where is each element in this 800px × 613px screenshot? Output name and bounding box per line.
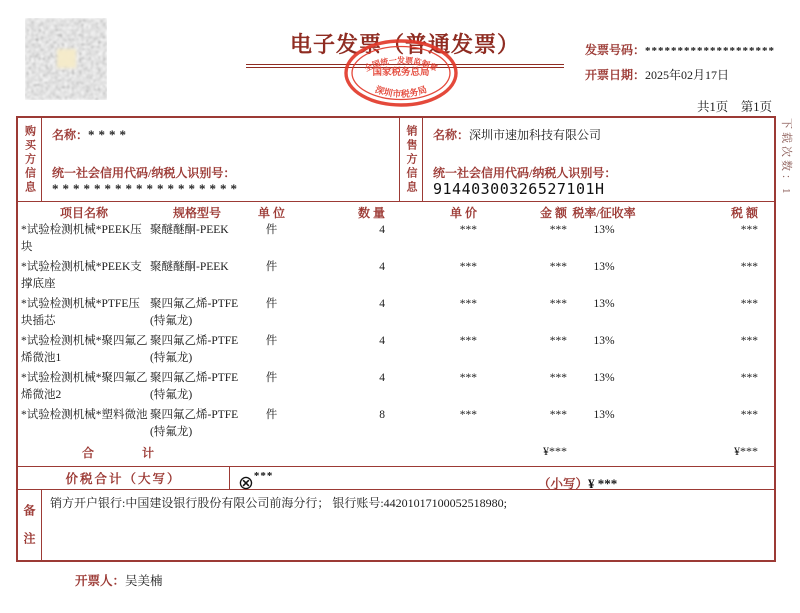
item-tax: *** xyxy=(740,409,758,421)
buyer-info xyxy=(42,118,399,201)
seller-info xyxy=(423,118,774,201)
item-spec: 聚四氟乙烯-PTFE(特氟龙) xyxy=(150,298,239,327)
invoice-number-value: ******************** xyxy=(645,45,776,57)
item-tax: *** xyxy=(740,261,758,273)
stamp-bottom-text: 深圳市税务局 xyxy=(373,84,429,100)
remarks-content: 销方开户银行:中国建设银行股份有限公司前海分行； 银行账号:44201017100052518980; xyxy=(50,496,508,510)
page-count: 共1页 第1页 xyxy=(696,100,772,114)
item-unit: 件 xyxy=(265,335,278,347)
buyer-name-row xyxy=(52,127,391,143)
item-name: *试验检测机械*聚四氟乙烯微池2 xyxy=(21,372,148,401)
seller-section-label: 销售方信息 xyxy=(399,118,423,201)
item-row xyxy=(18,296,774,330)
item-qty: 4 xyxy=(379,224,385,236)
item-rate: 13% xyxy=(593,372,615,384)
item-rate: 13% xyxy=(593,409,615,421)
remarks-label: 备注 xyxy=(18,490,42,560)
item-unit: 件 xyxy=(265,409,278,421)
buyer-taxid-row xyxy=(52,165,391,197)
item-name: *试验检测机械*PTFE压块插芯 xyxy=(21,298,140,327)
issuer-name: 吴美楠 xyxy=(125,574,163,588)
item-spec: 聚醚醚酮-PEEK xyxy=(150,224,229,236)
item-tax: *** xyxy=(740,298,758,310)
item-spec: 聚四氟乙烯-PTFE(特氟龙) xyxy=(150,372,239,401)
grand-total-small xyxy=(538,474,617,492)
item-qty: 4 xyxy=(379,372,385,384)
item-rate: 13% xyxy=(593,298,615,310)
issuer-label: 开票人： xyxy=(75,574,126,588)
item-spec: 聚四氟乙烯-PTFE(特氟龙) xyxy=(150,335,239,364)
total-row xyxy=(18,444,774,461)
item-name: *试验检测机械*聚四氟乙烯微池1 xyxy=(21,335,148,364)
item-row xyxy=(18,259,774,293)
item-rate: 13% xyxy=(593,224,615,236)
item-price: *** xyxy=(459,409,477,421)
item-row xyxy=(18,370,774,404)
item-unit: 件 xyxy=(265,224,278,236)
item-qty: 8 xyxy=(379,409,385,421)
total-amount: ¥*** xyxy=(543,444,567,458)
item-qty: 4 xyxy=(379,261,385,273)
seller-name-value: 深圳市速加科技有限公司 xyxy=(469,128,602,142)
item-price: *** xyxy=(459,298,477,310)
item-price: *** xyxy=(459,335,477,347)
item-unit: 件 xyxy=(265,298,278,310)
item-row xyxy=(18,333,774,367)
total-label: 合 计 xyxy=(82,446,155,460)
invoice-meta xyxy=(585,38,775,87)
buyer-taxid-label: 统一社会信用代码/纳税人识别号： xyxy=(52,166,236,180)
seller-taxid-row xyxy=(433,165,766,198)
item-name: *试验检测机械*PEEK支撑底座 xyxy=(21,261,142,290)
item-amount: *** xyxy=(549,372,567,384)
stamp-middle-text: 国家税务总局 xyxy=(372,68,430,78)
item-name: *试验检测机械*PEEK压块 xyxy=(21,224,142,253)
item-unit: 件 xyxy=(265,261,278,273)
buyer-name-label: 名称： xyxy=(52,128,89,142)
item-amount: *** xyxy=(549,261,567,273)
grand-total-section xyxy=(18,467,774,495)
seller-name-row xyxy=(433,127,766,143)
grand-total-label: 价税合计（大写） xyxy=(18,467,230,489)
col-header-name: 项目名称 xyxy=(59,206,108,220)
buyer-name-value: **** xyxy=(88,127,131,142)
col-header-unit: 单 位 xyxy=(257,206,285,220)
invoice-date-row xyxy=(585,63,775,87)
item-unit: 件 xyxy=(265,372,278,384)
item-amount: *** xyxy=(549,224,567,236)
item-amount: *** xyxy=(549,298,567,310)
item-price: *** xyxy=(459,224,477,236)
item-amount: *** xyxy=(549,335,567,347)
item-tax: *** xyxy=(740,372,758,384)
item-name: *试验检测机械*塑料微池 xyxy=(21,409,148,421)
svg-text:深圳市税务局 xyxy=(374,83,428,99)
invoice-body xyxy=(16,116,776,562)
buyer-taxid-value: ****************** xyxy=(52,181,241,196)
invoice-number-label: 发票号码： xyxy=(585,43,646,57)
invoice-date-label: 开票日期： xyxy=(585,68,646,82)
items-section xyxy=(18,202,774,467)
item-rate: 13% xyxy=(593,261,615,273)
item-qty: 4 xyxy=(379,335,385,347)
col-header-tax: 税 额 xyxy=(730,206,758,220)
party-section xyxy=(18,118,774,202)
item-row xyxy=(18,407,774,441)
col-header-rate: 税率/征收率 xyxy=(572,206,636,220)
grand-total-small-value: ¥ *** xyxy=(588,476,618,491)
item-price: *** xyxy=(459,261,477,273)
invoice-title: 电子发票（普通发票） xyxy=(289,32,520,57)
col-header-price: 单 价 xyxy=(449,206,477,220)
download-count-note: 下载次数：1 xyxy=(780,118,792,197)
seller-taxid-value: 91440300326527101H xyxy=(433,180,605,198)
total-tax: ¥*** xyxy=(734,444,758,458)
grand-total-small-label: （小写） xyxy=(538,477,589,491)
col-header-spec: 规格型号 xyxy=(172,206,221,220)
item-rate: 13% xyxy=(593,335,615,347)
grand-total-content xyxy=(230,467,774,495)
tax-bureau-stamp xyxy=(334,30,468,116)
invoice-number-row xyxy=(585,38,775,63)
item-tax: *** xyxy=(740,224,758,236)
item-qty: 4 xyxy=(379,298,385,310)
seller-taxid-label: 统一社会信用代码/纳税人识别号： xyxy=(433,166,617,180)
seller-name-label: 名称： xyxy=(433,128,470,142)
item-tax: *** xyxy=(740,335,758,347)
item-amount: *** xyxy=(549,409,567,421)
grand-total-capital-value: *** xyxy=(253,470,274,482)
item-spec: 聚醚醚酮-PEEK xyxy=(150,261,229,273)
items-header-row xyxy=(18,205,774,222)
qr-code xyxy=(27,20,105,98)
circled-times-icon: ⊗ xyxy=(238,473,254,495)
col-header-amount: 金 额 xyxy=(539,206,567,220)
invoice-date-value: 2025年02月17日 xyxy=(645,68,730,82)
remarks-section xyxy=(18,490,774,560)
col-header-qty: 数 量 xyxy=(357,206,385,220)
grand-total-capital xyxy=(238,470,273,494)
buyer-section-label: 购买方信息 xyxy=(18,118,42,201)
item-row xyxy=(18,222,774,256)
item-spec: 聚四氟乙烯-PTFE(特氟龙) xyxy=(150,409,239,438)
item-price: *** xyxy=(459,372,477,384)
stamp-arc-top-text: 全国统一发票监制章 xyxy=(363,55,439,74)
issuer-row xyxy=(75,571,163,589)
